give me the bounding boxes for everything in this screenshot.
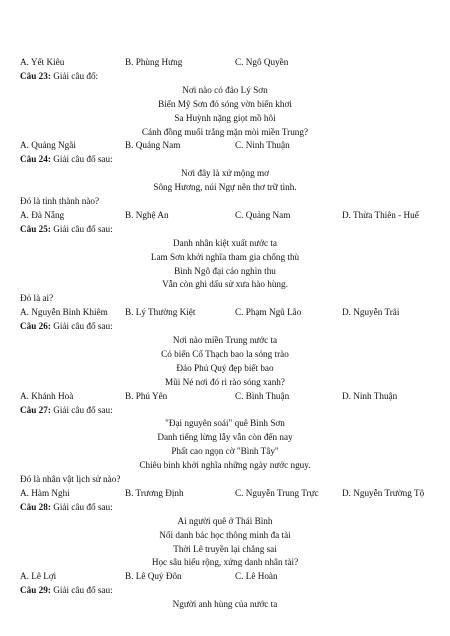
- answer-option: A. Đà Nẵng: [20, 209, 65, 220]
- verse-line: [0, 237, 450, 250]
- riddle-verse: Bình Ngô đại cáo nghìn thu: [174, 265, 276, 276]
- answer-option: A. Lê Lợi: [20, 571, 57, 582]
- question-number: Câu 28:: [20, 501, 51, 512]
- verse-line: [0, 348, 450, 361]
- riddle-verse: Biển Mỹ Sơn đỏ sóng vờn biển khơi: [158, 98, 292, 109]
- question-prompt: Giải câu đố sau:: [50, 404, 113, 415]
- riddle-verse: Sông Hương, núi Ngự nên thơ trữ tình.: [153, 182, 297, 193]
- riddle-verse: Học sâu hiểu rộng, xứng danh nhân tài?: [151, 557, 299, 568]
- riddle-verse: Mũi Né nơi đó rì rào sóng xanh?: [165, 376, 285, 387]
- question-number: Câu 25:: [20, 223, 51, 234]
- answer-option: A. Nguyễn Bỉnh Khiêm: [20, 307, 108, 318]
- options-line: [0, 390, 450, 403]
- question-prompt: Giải câu đố sau:: [50, 321, 113, 332]
- verse-line: [0, 278, 450, 291]
- question-line: [0, 501, 450, 514]
- answer-option: B. Nghệ An: [125, 209, 169, 220]
- follow-up-question: Đó là nhân vật lịch sử nào?: [20, 474, 121, 484]
- answer-option: D. Ninh Thuận: [342, 390, 398, 401]
- answer-option: C. Quảng Nam: [235, 209, 291, 220]
- question-line: [0, 584, 450, 597]
- answer-option: B. Trương Định: [125, 487, 184, 498]
- riddle-verse: Nơi nào miền Trung nước ta: [172, 335, 278, 345]
- follow-up-line: [0, 195, 450, 208]
- answer-option: B. Quảng Nam: [125, 140, 181, 151]
- riddle-verse: Người anh hùng của nước ta: [172, 599, 278, 610]
- verse-line: [0, 556, 450, 569]
- follow-up-question: Đó là tỉnh thành nào?: [20, 196, 100, 206]
- verse-line: [0, 598, 450, 611]
- riddle-verse: Thời Lê truyền lại chẳng sai: [173, 543, 277, 554]
- question-heading: [20, 320, 113, 333]
- answer-option: A. Yết Kiêu: [20, 57, 65, 67]
- question-prompt: Giải câu đố:: [50, 70, 99, 81]
- verse-line: [0, 362, 450, 375]
- riddle-verse: Danh tiếng lừng lẫy vẫn còn đến nay: [157, 432, 293, 443]
- question-line: [0, 153, 450, 166]
- question-number: Câu 23:: [20, 70, 51, 81]
- answer-option: C. Ninh Thuận: [235, 140, 290, 151]
- question-number: Câu 24:: [20, 154, 51, 165]
- verse-line: [0, 265, 450, 278]
- verse-line: [0, 431, 450, 444]
- options-line: [0, 487, 450, 500]
- verse-line: [0, 167, 450, 180]
- verse-line: [0, 529, 450, 542]
- question-prompt: Giải câu đố sau:: [50, 223, 113, 234]
- answer-option: A. Quảng Ngãi: [20, 140, 76, 151]
- follow-up-line: [0, 292, 450, 305]
- question-prompt: Giải câu đố sau:: [50, 501, 113, 512]
- verse-line: [0, 445, 450, 458]
- question-prompt: Giải câu đố sau:: [50, 154, 113, 165]
- answer-option: D. Nguyễn Trường Tộ: [342, 487, 425, 498]
- question-heading: [20, 404, 113, 417]
- riddle-verse: Sa Huỳnh nặng giọt mồ hôi: [174, 112, 276, 123]
- verse-line: [0, 112, 450, 125]
- riddle-verse: Lam Sơn khởi nghĩa tham gia chống thù: [150, 251, 300, 262]
- options-line: [0, 139, 450, 152]
- question-line: [0, 70, 450, 83]
- verse-line: [0, 84, 450, 97]
- options-line: [0, 56, 450, 69]
- follow-up-question: Đó là ai?: [20, 293, 54, 304]
- verse-line: [0, 181, 450, 194]
- question-heading: [20, 501, 113, 514]
- answer-option: C. Nguyễn Trung Trực: [235, 487, 319, 498]
- answer-option: C. Phạm Ngũ Lão: [235, 307, 302, 318]
- answer-option: B. Phùng Hưng: [125, 57, 183, 67]
- question-heading: [20, 584, 113, 597]
- question-number: Câu 26:: [20, 321, 51, 332]
- riddle-verse: Danh nhân kiệt xuất nước ta: [173, 237, 277, 248]
- question-heading: [20, 153, 113, 166]
- question-line: [0, 223, 450, 236]
- answer-option: D. Thừa Thiên - Huế: [342, 209, 419, 220]
- riddle-verse: Phất cao ngọn cờ "Bình Tây": [171, 446, 279, 457]
- options-line: [0, 570, 450, 583]
- verse-line: [0, 98, 450, 111]
- answer-option: B. Lê Quý Đôn: [125, 571, 182, 582]
- question-prompt: Giải câu đố sau:: [50, 585, 113, 596]
- verse-line: [0, 543, 450, 556]
- answer-option: C. Lê Hoàn: [235, 571, 278, 582]
- answer-option: A. Hàm Nghi: [20, 487, 70, 498]
- answer-option: C. Bình Thuận: [235, 390, 290, 401]
- riddle-verse: Ai người quê ở Thái Bình: [177, 515, 273, 526]
- riddle-verse: Nơi nào có đảo Lý Sơn: [182, 84, 268, 95]
- riddle-verse: "Đại nguyên soái" quê Bình Sơn: [165, 418, 285, 429]
- question-line: [0, 320, 450, 333]
- riddle-verse: Nơi đây là xứ mộng mơ: [181, 168, 269, 179]
- verse-line: [0, 459, 450, 472]
- answer-option: A. Khánh Hoà: [20, 390, 74, 401]
- verse-line: [0, 126, 450, 139]
- options-line: [0, 209, 450, 222]
- verse-line: [0, 515, 450, 528]
- follow-up-line: [0, 473, 450, 486]
- riddle-verse: Cánh đồng muối trắng mặn mòi miền Trung?: [141, 126, 309, 137]
- riddle-verse: Vẫn còn ghi dấu sử xưa hào hùng.: [162, 279, 288, 290]
- options-line: [0, 306, 450, 319]
- riddle-verse: Đảo Phú Quý đẹp biết bao: [176, 362, 274, 373]
- question-number: Câu 27:: [20, 404, 51, 415]
- verse-line: [0, 376, 450, 389]
- riddle-verse: Nổi danh bác học thông minh đa tài: [159, 529, 291, 540]
- question-heading: [20, 223, 113, 236]
- riddle-verse: Có biển Cổ Thạch bao la sóng trào: [161, 348, 289, 359]
- answer-option: B. Lý Thường Kiệt: [125, 307, 196, 318]
- verse-line: [0, 334, 450, 347]
- question-heading: [20, 70, 98, 83]
- verse-line: [0, 251, 450, 264]
- answer-option: C. Ngô Quyền: [235, 57, 289, 67]
- question-number: Câu 29:: [20, 585, 51, 596]
- answer-option: B. Phú Yên: [125, 390, 168, 401]
- verse-line: [0, 417, 450, 430]
- question-line: [0, 404, 450, 417]
- answer-option: D. Nguyễn Trãi: [342, 307, 400, 318]
- riddle-verse: Chiêu binh khởi nghĩa những ngày nước nguy.: [139, 460, 311, 471]
